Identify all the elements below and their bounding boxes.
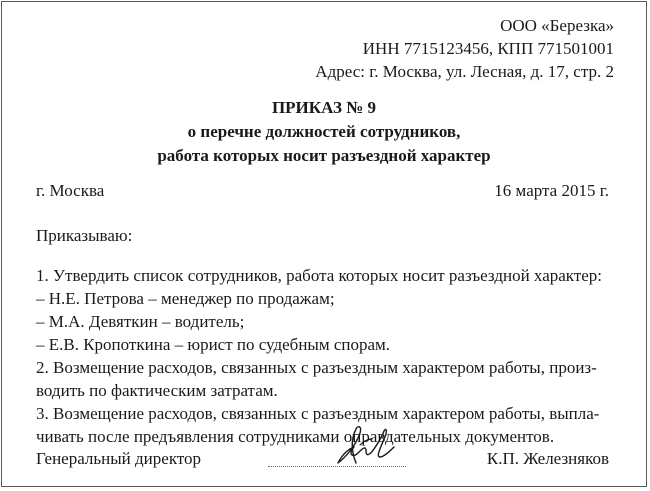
body-line: – М.А. Девяткин – водитель; [36, 312, 245, 331]
signatory-title: Генеральный директор [36, 449, 202, 468]
document-place: г. Москва [36, 181, 105, 200]
document-date: 16 марта 2015 г. [494, 181, 609, 200]
order-heading [2, 96, 646, 168]
signature-row [36, 447, 609, 471]
organization-address: Адрес: г. Москва, ул. Лесная, д. 17, стр. 2 [315, 62, 614, 81]
order-number: ПРИКАЗ № 9 [271, 98, 377, 117]
order-document [1, 1, 647, 487]
order-subject-line-1: о перечне должностей сотрудников, [187, 122, 461, 141]
body-line: водить по фактическим затратам. [36, 381, 278, 400]
order-subject-line-2: работа которых носит разъездной характер [157, 146, 491, 165]
organization-block [315, 14, 614, 83]
organization-tax-ids: ИНН 7715123456, КПП 771501001 [362, 39, 614, 58]
order-word: Приказываю: [36, 226, 133, 245]
body-line: 3. Возмещение расходов, связанных с разъездным характером работы, выпла- [36, 404, 600, 423]
place-date-row [36, 179, 609, 202]
order-body [36, 264, 616, 448]
handwritten-signature [268, 423, 410, 469]
signatory-name: К.П. Железняков [486, 449, 609, 468]
organization-name: ООО «Березка» [500, 16, 614, 35]
body-line: – Н.Е. Петрова – менеджер по продажам; [36, 289, 335, 308]
body-line: – Е.В. Кропоткина – юрист по судебным спорам. [36, 335, 391, 354]
body-line: 2. Возмещение расходов, связанных с разъездным характером работы, произ- [36, 358, 597, 377]
body-line: 1. Утвердить список сотрудников, работа которых носит разъездной характер: [36, 266, 603, 285]
body-line: чивать после предъявления сотрудниками оправдательных документов. [36, 427, 555, 446]
